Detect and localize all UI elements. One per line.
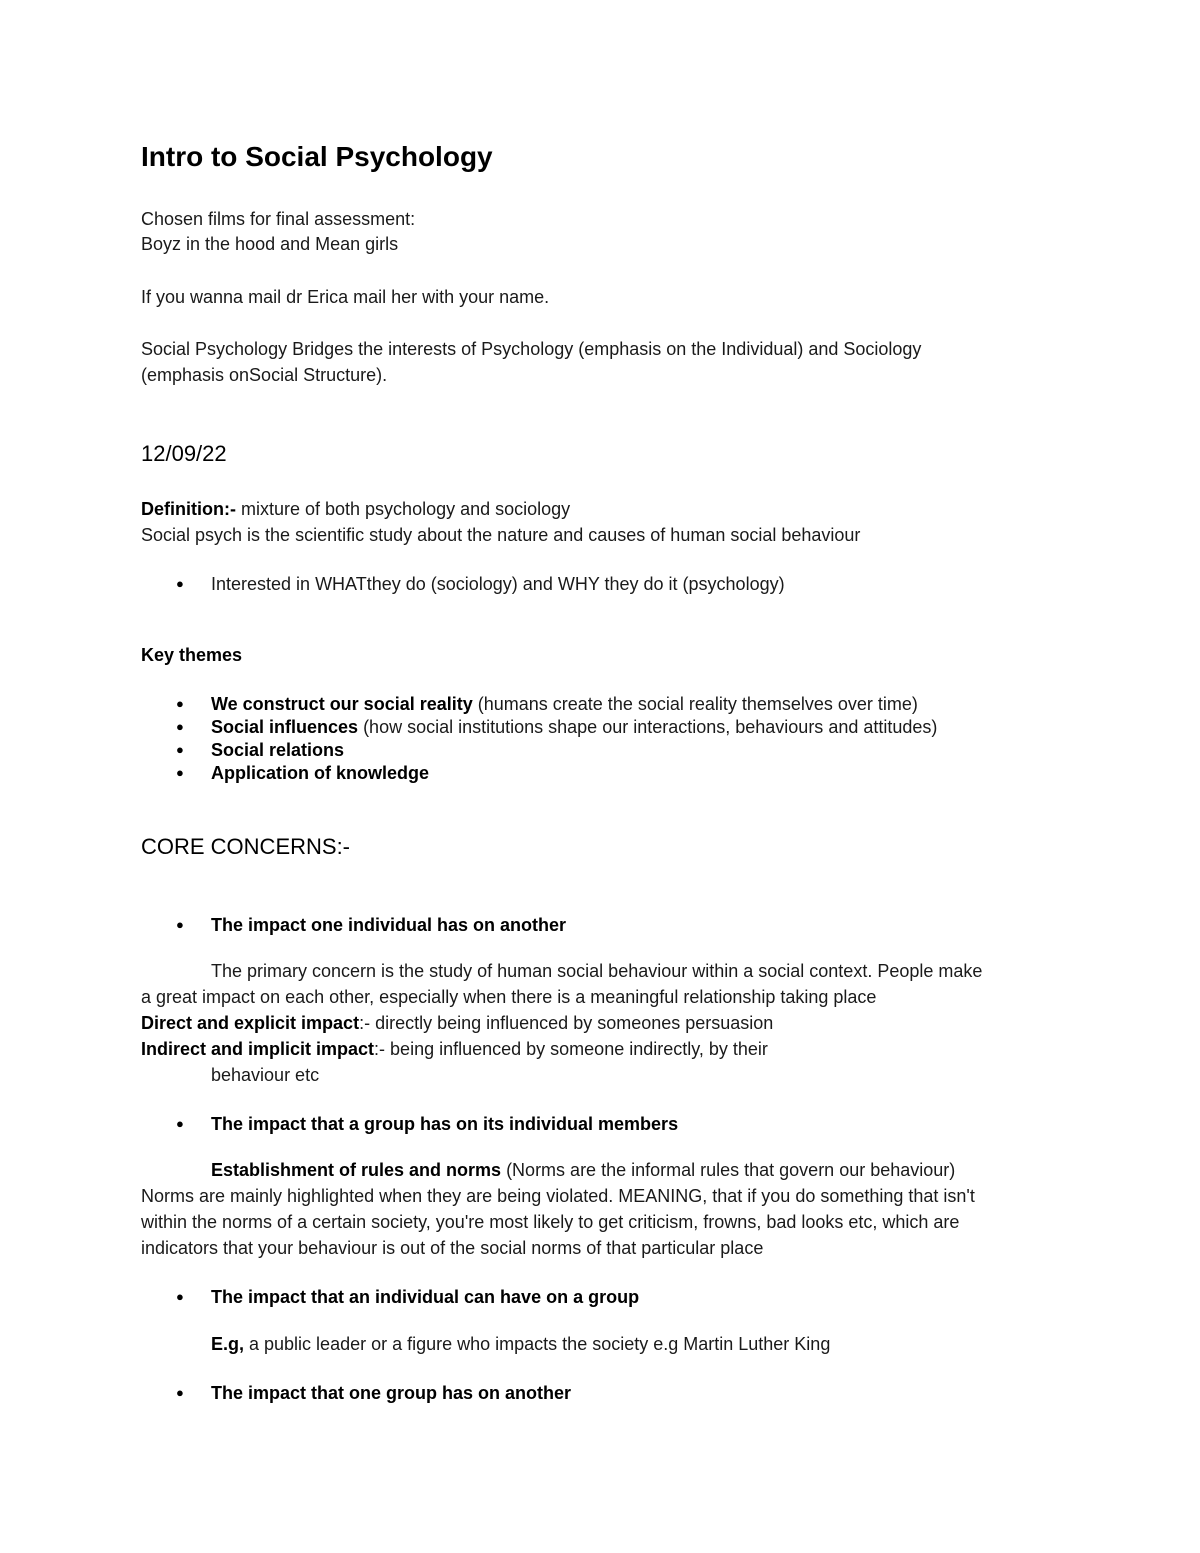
example-line: [211, 1331, 830, 1357]
definition-line-2: Social psych is the scientific study about the nature and causes of human social behaviour: [141, 525, 861, 545]
indirect-impact-text: :- being influenced by someone indirectly, by their: [374, 1039, 768, 1059]
bullet-dot: ●: [176, 576, 184, 591]
key-themes-heading: Key themes: [141, 645, 243, 665]
definition-label: Definition:-: [141, 499, 236, 519]
direct-impact-label: Direct and explicit impact: [141, 1013, 360, 1033]
concern-2-para-line-1: Norms are mainly highlighted when they are being violated. MEANING, that if you do something that isn't: [141, 1186, 975, 1206]
example-text: a public leader or a figure who impacts the society e.g Martin Luther King: [244, 1334, 831, 1354]
intro-mail-note: If you wanna mail dr Erica mail her with your name.: [141, 287, 550, 307]
definition-text: mixture of both psychology and sociology: [235, 499, 571, 519]
intro-films-list: Boyz in the hood and Mean girls: [141, 234, 399, 254]
indirect-impact-label: Indirect and implicit impact: [141, 1039, 375, 1059]
concern-1-para-line-2: a great impact on each other, especially when there is a meaningful relationship taking place: [141, 987, 877, 1007]
concern-4-heading: The impact that one group has on another: [211, 1383, 572, 1403]
norms-line: [211, 1157, 955, 1183]
definition-line: [141, 496, 570, 522]
bullet-dot: ●: [176, 719, 184, 734]
page-title: Intro to Social Psychology: [141, 141, 493, 172]
indirect-impact-continuation: behaviour etc: [211, 1065, 320, 1085]
key-theme-text: (how social institutions shape our interactions, behaviours and attitudes): [358, 717, 938, 737]
concern-3-heading: The impact that an individual can have on a group: [211, 1287, 640, 1307]
concern-2-heading: The impact that a group has on its individual members: [211, 1114, 679, 1134]
concern-1-heading: The impact one individual has on another: [211, 915, 567, 935]
key-theme-label: We construct our social reality: [211, 694, 473, 714]
concern-2-para-line-3: indicators that your behaviour is out of the social norms of that particular place: [141, 1238, 764, 1258]
bullet-dot: ●: [176, 742, 184, 757]
key-theme-label: Application of knowledge: [211, 763, 430, 783]
key-theme-label: Social influences: [211, 717, 359, 737]
core-concerns-heading: CORE CONCERNS:-: [141, 834, 351, 859]
norms-text: (Norms are the informal rules that govern our behaviour): [501, 1160, 956, 1180]
concern-2-para-line-2: within the norms of a certain society, you're most likely to get criticism, frowns, bad looks etc, which are: [141, 1212, 960, 1232]
bullet-dot: ●: [176, 1116, 184, 1131]
intro-bridge-line-1: Social Psychology Bridges the interests of Psychology (emphasis on the Individual) and Sociology: [141, 339, 922, 359]
key-theme-text: (humans create the social reality themselves over time): [472, 694, 918, 714]
concern-1-para-line-1: The primary concern is the study of human social behaviour within a social context. People make: [211, 961, 983, 981]
bullet-dot: ●: [176, 765, 184, 780]
intro-bridge-line-2: (emphasis onSocial Structure).: [141, 365, 388, 385]
bullet-dot: ●: [176, 917, 184, 932]
bullet-dot: ●: [176, 696, 184, 711]
bullet-dot: ●: [176, 1385, 184, 1400]
example-label: E.g,: [211, 1334, 245, 1354]
date-heading: 12/09/22: [141, 441, 227, 466]
bullet-dot: ●: [176, 1289, 184, 1304]
direct-impact-line: [141, 1010, 773, 1036]
norms-label: Establishment of rules and norms: [211, 1160, 502, 1180]
direct-impact-text: :- directly being influenced by someones persuasion: [359, 1013, 774, 1033]
key-theme-item: [211, 760, 429, 786]
key-theme-label: Social relations: [211, 740, 345, 760]
intro-films-label: Chosen films for final assessment:: [141, 209, 416, 229]
indirect-impact-line: [141, 1036, 768, 1062]
definition-bullet: Interested in WHATthey do (sociology) and WHY they do it (psychology): [211, 574, 785, 594]
